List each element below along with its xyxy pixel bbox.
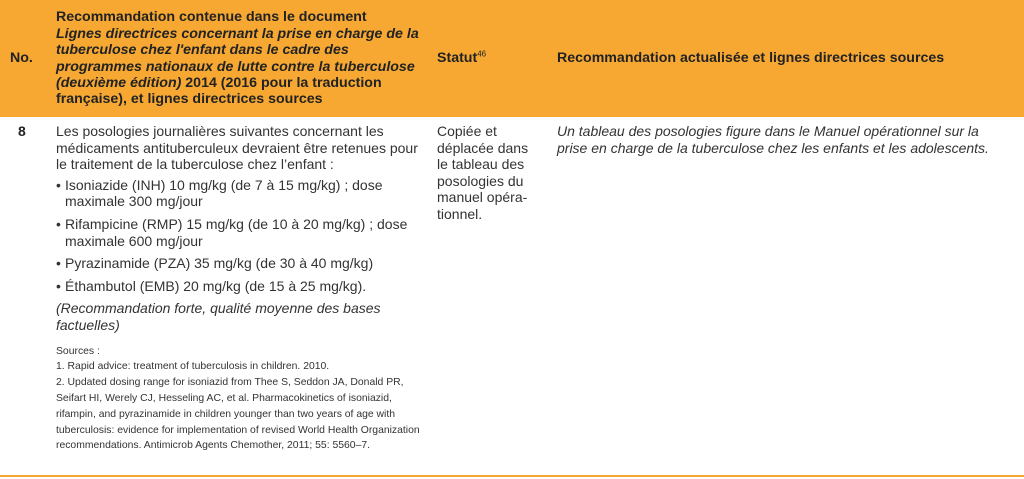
row-updated-recommendation: Un tableau des posologies figure dans le Manuel opérationnel sur la prise en charge de la tuberculose chez les enfants et les adolescents. [557,123,989,156]
row-statut: Copiée et déplacée dans le tableau des posologies du manuel opérationnel. [437,123,529,222]
header-updated-label: Recommandation actualisée et lignes directrices sources [557,50,945,67]
dose-item-isoniazide: • Isoniazide (INH) 10 mg/kg (de 7 à 15 mg/kg) ; dose maximale 300 mg/jour [56,177,428,210]
header-rec-tail: 2014 (2016 pour la traduction française), et lignes directrices sources [56,74,382,108]
table-bottom-rule [0,475,1024,477]
header-updated [557,0,997,117]
header-statut [437,0,537,117]
dose-item-rifampicine: • Rifampicine (RMP) 15 mg/kg (de 10 à 20 mg/kg) ; dose maximale 600 mg/jour [56,216,428,249]
header-rec-line1: Recommandation contenue dans le document [56,9,367,26]
sources-block [56,344,428,455]
header-rec-document-title: Lignes directrices concernant la prise en charge de la tuberculose chez l'enfant dans le cadre des programmes nationaux de lutte contre la tuberculose (deuxième édition) [56,25,419,91]
dose-item-pyrazinamide: • Pyrazinamide (PZA) 35 mg/kg (de 30 à 40 mg/kg) [56,255,428,272]
sources-label: Sources : [56,345,100,357]
header-statut-label: Statut [437,50,478,67]
recommendation-intro: Les posologies journalières suivantes concernant les médicaments antituberculeux devraient être retenues pour le traitement de la tuberculose chez l’enfant : [56,123,418,173]
header-no [10,0,50,117]
header-statut-footnote: 46 [477,49,487,59]
header-no-label: No. [10,50,33,67]
recommendation-strength: (Recommandation forte, qualité moyenne des bases factuelles) [56,300,381,333]
table-header [0,0,1024,119]
source-item-1: 1. Rapid advice: treatment of tuberculosis in children. 2010. [56,361,330,373]
source-item-2: 2. Updated dosing range for isoniazid from Thee S, Seddon JA, Donald PR, Seifart HI, Werely CJ, Hesseling AC, et al. Pharmacokinetics of isoniazid, rifampin, and pyrazinamide in children younger than two years of age with tuberculosis: evidence for implementation of revised World Health Organization recommendations. Antimicrob Agents Chemother, 2011; 55: 5560–7. [56,377,420,452]
header-recommendation-text [56,9,426,107]
header-recommendation [56,0,426,117]
row-recommendation [56,123,428,454]
dose-list [56,177,428,295]
row-number: 8 [18,123,26,139]
table-row [0,119,1024,473]
header-statut-wrap [437,50,486,66]
dose-item-ethambutol: • Éthambutol (EMB) 20 mg/kg (de 15 à 25 mg/kg). [56,278,428,295]
